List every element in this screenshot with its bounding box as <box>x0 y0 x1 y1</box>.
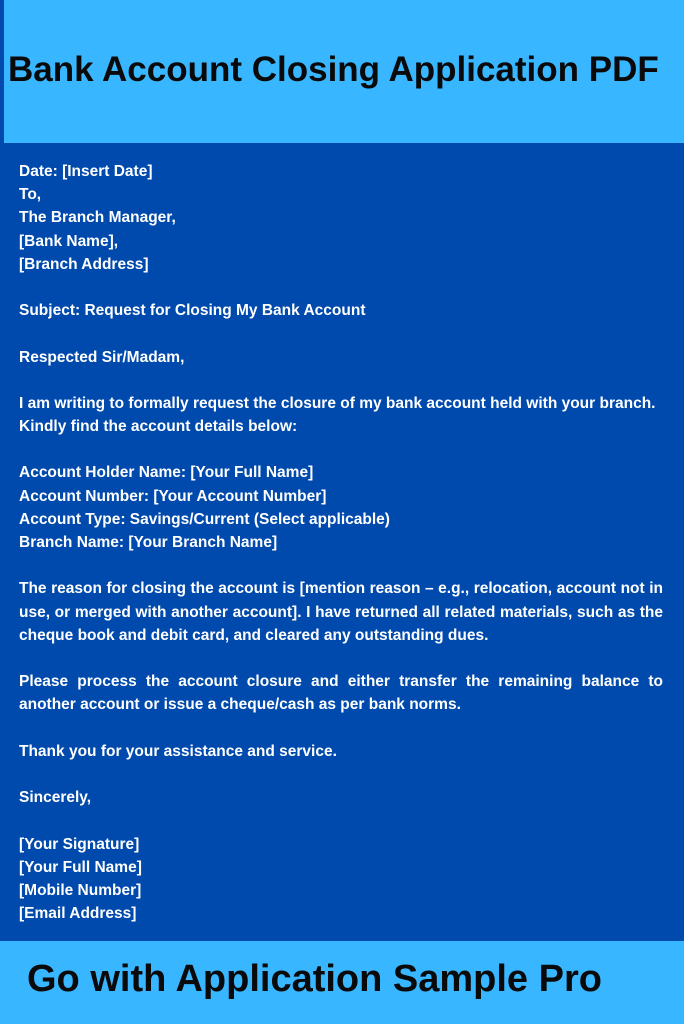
letter-thanks: Thank you for your assistance and service. <box>19 742 337 760</box>
footer-banner <box>0 941 684 1024</box>
spacer <box>19 322 663 345</box>
spacer <box>19 809 663 832</box>
header-left-edge <box>0 0 4 143</box>
letter-intro-line-2: Kindly find the account details below: <box>19 418 298 436</box>
letter-salutation: Respected Sir/Madam, <box>19 348 185 366</box>
reason-paragraph: The reason for closing the account is [mention reason – e.g., relocation, account not in use, or merged with another account]. I have returned all related materials, such as the cheque book and debit card, and cleared any outstanding dues. <box>19 580 663 644</box>
detail-holder-name: Account Holder Name: [Your Full Name] <box>19 464 314 482</box>
detail-branch-name: Branch Name: [Your Branch Name] <box>19 534 278 551</box>
spacer <box>19 763 663 786</box>
letter-bank-name: [Bank Name], <box>19 232 119 250</box>
letter-signature: [Your Signature] <box>19 835 140 853</box>
letter-mobile: [Mobile Number] <box>19 881 142 899</box>
letter-email: [Email Address] <box>19 905 137 923</box>
letter-body <box>19 160 663 925</box>
letter-subject: Subject: Request for Closing My Bank Account <box>19 302 366 320</box>
spacer <box>19 647 663 670</box>
spacer <box>19 717 663 740</box>
letter-closing: Sincerely, <box>19 789 92 807</box>
letter-date: Date: [Insert Date] <box>19 163 153 180</box>
letter-panel <box>0 143 684 941</box>
spacer <box>19 554 663 577</box>
letter-full-name: [Your Full Name] <box>19 858 142 876</box>
letter-intro-line-1: I am writing to formally request the closure of my bank account held with your branch. <box>19 394 656 412</box>
header-banner <box>0 0 684 143</box>
process-paragraph: Please process the account closure and either transfer the remaining balance to another account or issue a cheque/cash as per bank norms. <box>19 673 663 714</box>
letter-branch-address: [Branch Address] <box>19 255 149 273</box>
letter-recipient: The Branch Manager, <box>19 209 176 227</box>
spacer <box>19 438 663 461</box>
detail-account-number: Account Number: [Your Account Number] <box>19 487 327 505</box>
detail-account-type: Account Type: Savings/Current (Select applicable) <box>19 510 390 528</box>
spacer <box>19 276 663 299</box>
page-title: Bank Account Closing Application PDF <box>8 50 659 89</box>
letter-to: To, <box>19 186 42 204</box>
spacer <box>19 369 663 392</box>
footer-text: Go with Application Sample Pro <box>27 958 602 1000</box>
